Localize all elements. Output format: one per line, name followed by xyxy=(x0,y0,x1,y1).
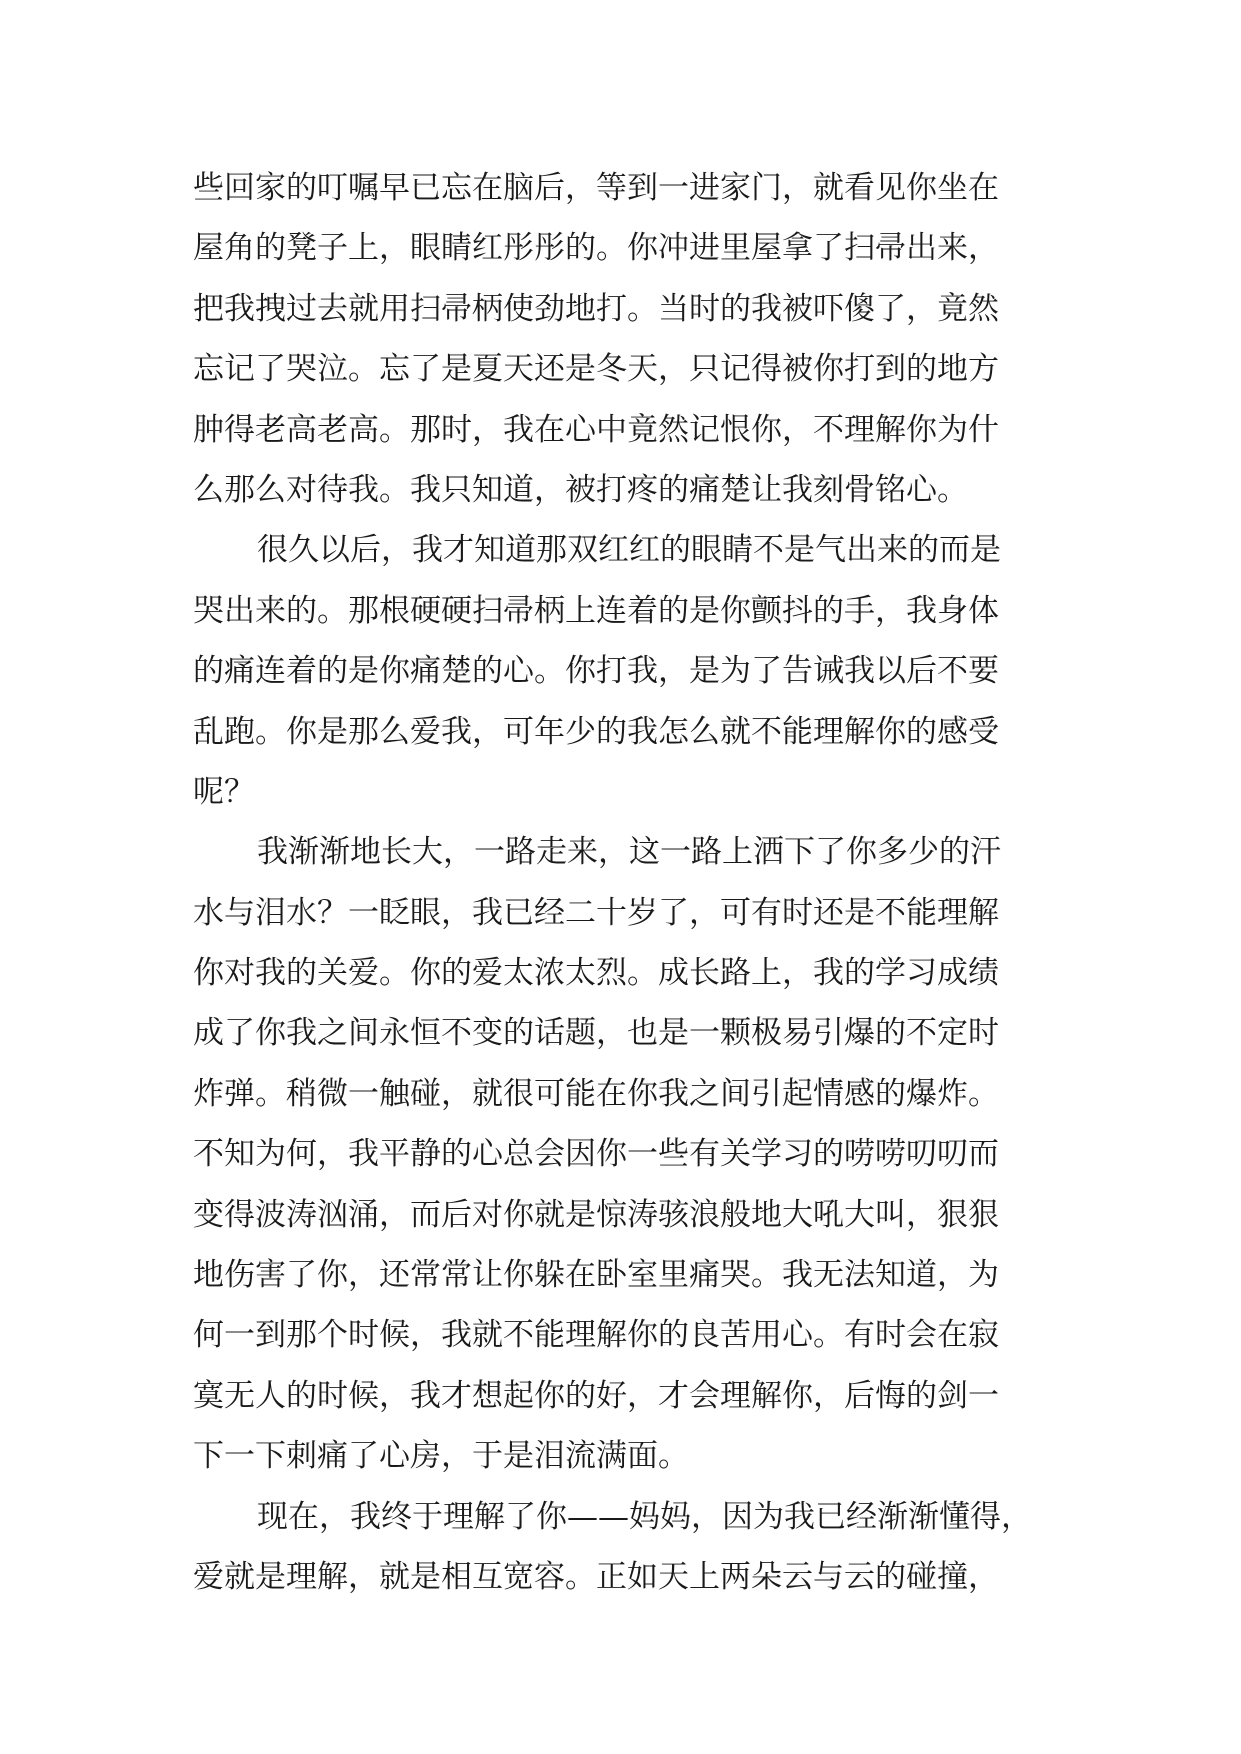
text-line: 下一下刺痛了心房，于是泪流满面。 xyxy=(193,1438,689,1475)
paragraph-start-line: 我渐渐地长大，一路走来，这一路上洒下了你多少的汗 xyxy=(257,834,1001,871)
text-line: 爱就是理解，就是相互宽容。正如天上两朵云与云的碰撞， xyxy=(193,1558,999,1595)
text-line: 忘记了哭泣。忘了是夏天还是冬天，只记得被你打到的地方 xyxy=(193,351,999,388)
text-line: 寞无人的时候，我才想起你的好，才会理解你，后悔的剑一 xyxy=(193,1377,999,1414)
text-line: 水与泪水？一眨眼，我已经二十岁了，可有时还是不能理解 xyxy=(193,894,999,931)
text-line: 你对我的关爱。你的爱太浓太烈。成长路上，我的学习成绩 xyxy=(193,955,999,992)
body-text xyxy=(193,158,1073,1607)
text-line: 肿得老高老高。那时，我在心中竟然记恨你，不理解你为什 xyxy=(193,411,999,448)
text-line: 成了你我之间永恒不变的话题，也是一颗极易引爆的不定时 xyxy=(193,1015,999,1052)
text-line: 么那么对待我。我只知道，被打疼的痛楚让我刻骨铭心。 xyxy=(193,471,968,508)
paragraph-start-line: 现在，我终于理解了你——妈妈，因为我已经渐渐懂得， xyxy=(257,1498,1032,1535)
text-line: 把我拽过去就用扫帚柄使劲地打。当时的我被吓傻了，竟然 xyxy=(193,290,999,327)
text-line: 何一到那个时候，我就不能理解你的良苦用心。有时会在寂 xyxy=(193,1317,999,1354)
text-line: 哭出来的。那根硬硬扫帚柄上连着的是你颤抖的手，我身体 xyxy=(193,592,999,629)
text-line: 不知为何，我平静的心总会因你一些有关学习的唠唠叨叨而 xyxy=(193,1136,999,1173)
paragraph-start-line: 很久以后，我才知道那双红红的眼睛不是气出来的而是 xyxy=(257,532,1001,569)
text-line: 乱跑。你是那么爱我，可年少的我怎么就不能理解你的感受 xyxy=(193,713,999,750)
text-line: 炸弹。稍微一触碰，就很可能在你我之间引起情感的爆炸。 xyxy=(193,1075,999,1112)
text-line: 呢？ xyxy=(193,773,255,810)
text-line: 变得波涛汹涌，而后对你就是惊涛骇浪般地大吼大叫，狠狠 xyxy=(193,1196,999,1233)
text-line: 屋角的凳子上，眼睛红彤彤的。你冲进里屋拿了扫帚出来， xyxy=(193,230,999,267)
text-line: 的痛连着的是你痛楚的心。你打我，是为了告诫我以后不要 xyxy=(193,653,999,690)
text-line: 些回家的叮嘱早已忘在脑后，等到一进家门，就看见你坐在 xyxy=(193,170,999,206)
text-line: 地伤害了你，还常常让你躲在卧室里痛哭。我无法知道，为 xyxy=(193,1257,999,1294)
